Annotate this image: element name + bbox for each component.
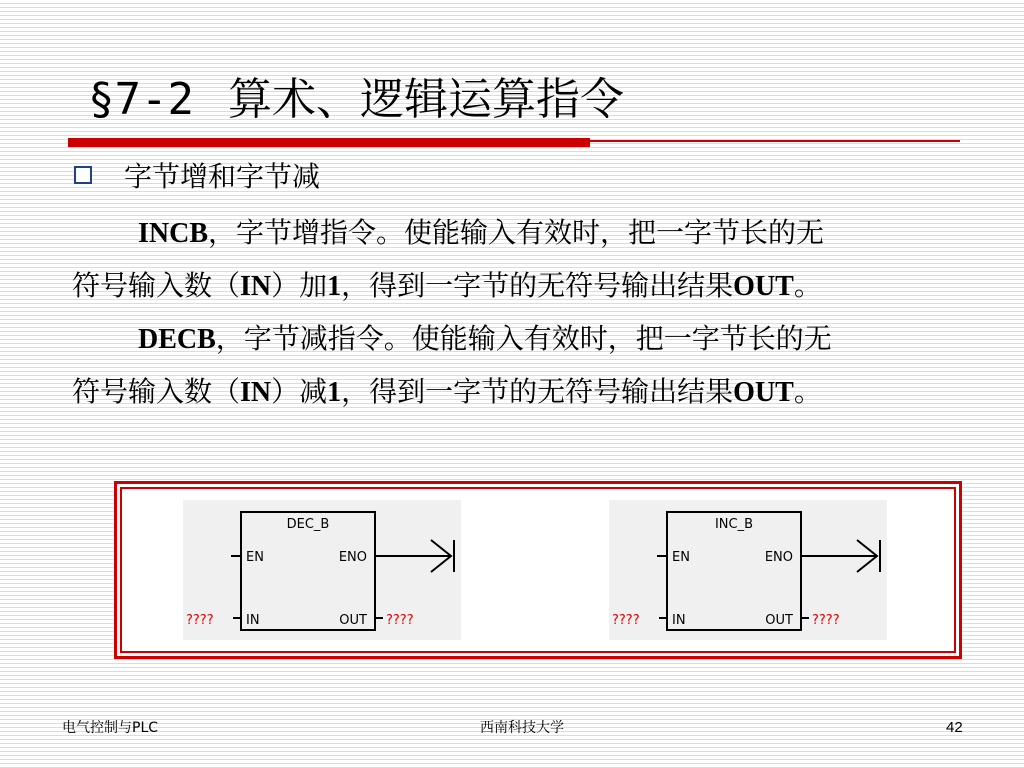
out-placeholder: ????	[386, 613, 414, 628]
title-underline-line	[590, 140, 960, 142]
paragraph-text: ，字节增指令。使能输入有效时，把一字节长的无	[208, 216, 825, 249]
out-label: OUT	[765, 613, 793, 628]
in-placeholder: ????	[186, 613, 214, 628]
out-label: OUT	[339, 613, 367, 628]
section-number: §7-2	[88, 74, 194, 125]
paragraph-line	[72, 366, 992, 419]
operand-out: OUT	[733, 271, 794, 302]
block-box	[667, 512, 801, 630]
in-label: IN	[672, 613, 686, 628]
operand-number: 1	[327, 271, 342, 302]
paragraph-line	[72, 260, 992, 313]
dec-b-block-panel	[183, 500, 461, 640]
paragraph-line	[72, 207, 992, 260]
paragraph-incb	[72, 207, 992, 313]
out-placeholder: ????	[812, 613, 840, 628]
eno-arrow-icon	[857, 540, 877, 572]
en-label: EN	[672, 550, 690, 565]
paragraph-decb	[72, 313, 992, 419]
inc-b-block-diagram	[609, 500, 887, 640]
eno-label: ENO	[764, 550, 793, 565]
instruction-code: DECB	[138, 324, 216, 355]
instruction-code: INCB	[138, 218, 209, 249]
paragraph-text: ，字节减指令。使能输入有效时，把一字节长的无	[215, 322, 832, 355]
square-bullet-icon	[74, 166, 92, 184]
ladder-figure-frame	[114, 481, 962, 659]
in-label: IN	[246, 613, 260, 628]
paragraph-text: ）加	[271, 269, 328, 302]
operand-in: IN	[240, 377, 272, 408]
paragraph-text: 符号输入数（	[72, 269, 241, 302]
paragraph-text: 符号输入数（	[72, 375, 241, 408]
section-heading: 字节增和字节减	[124, 160, 321, 193]
title-text: 算术、逻辑运算指令	[227, 74, 624, 125]
slide-title	[88, 72, 624, 128]
in-placeholder: ????	[612, 613, 640, 628]
footer-course: 电气控制与PLC	[62, 720, 159, 736]
block-box	[241, 512, 375, 630]
title-underline-bar	[68, 138, 590, 147]
operand-out: OUT	[733, 377, 794, 408]
operand-number: 1	[327, 377, 342, 408]
eno-arrow-icon	[431, 540, 451, 572]
block-name: DEC_B	[286, 517, 330, 532]
paragraph-text: 。	[793, 375, 822, 408]
inc-b-block-panel	[609, 500, 887, 640]
paragraph-text: ，得到一字节的无符号输出结果	[341, 269, 734, 302]
paragraph-text: 。	[793, 269, 822, 302]
dec-b-block-diagram	[183, 500, 461, 640]
page-number: 42	[946, 719, 963, 736]
eno-label: ENO	[338, 550, 367, 565]
paragraph-text: ）减	[271, 375, 328, 408]
paragraph-line	[72, 313, 992, 366]
paragraph-text: ，得到一字节的无符号输出结果	[341, 375, 734, 408]
block-name: INC_B	[714, 517, 754, 532]
operand-in: IN	[240, 271, 272, 302]
footer-university: 西南科技大学	[480, 720, 564, 736]
en-label: EN	[246, 550, 264, 565]
